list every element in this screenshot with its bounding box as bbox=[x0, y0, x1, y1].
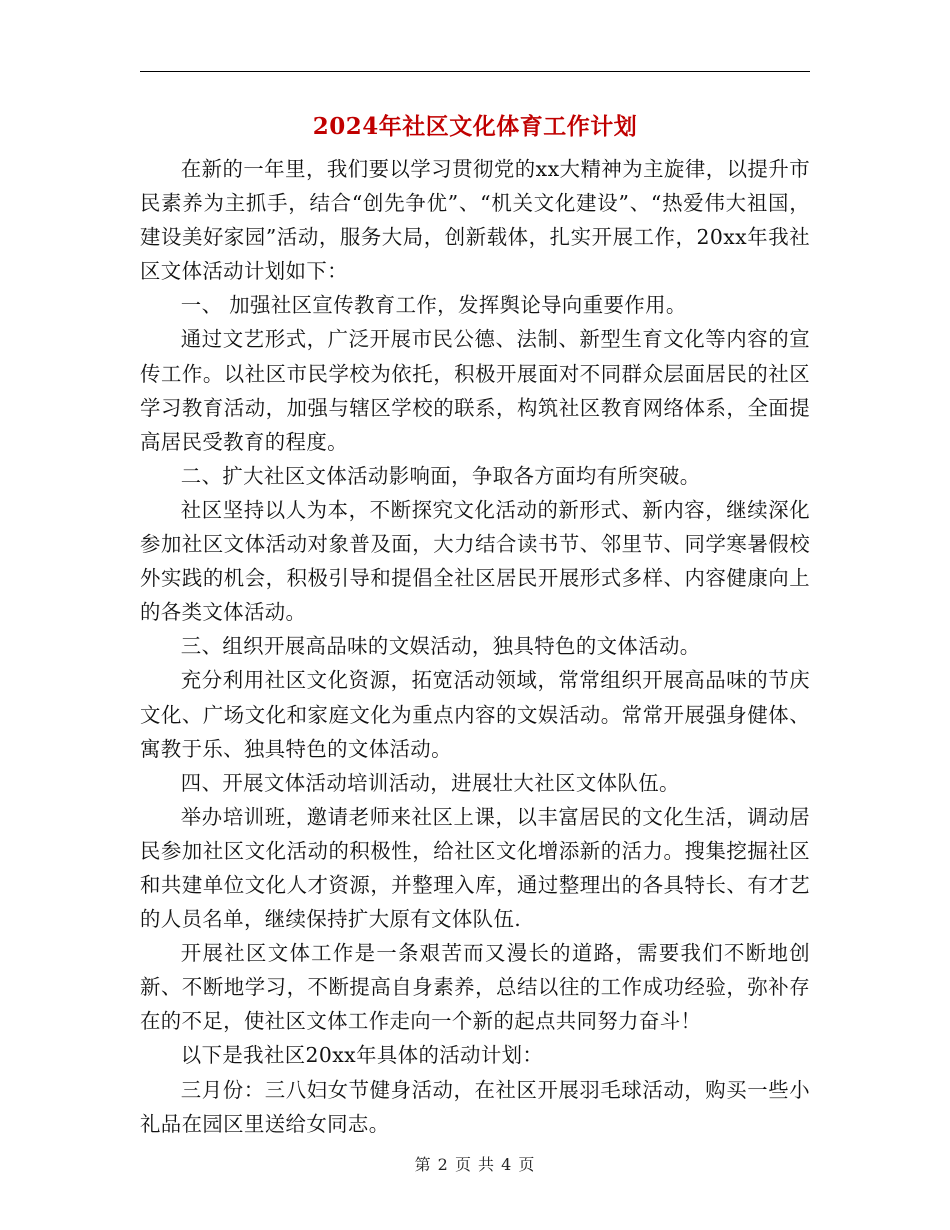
section-heading-1: 一、 加强社区宣传教育工作，发挥舆论导向重要作用。 bbox=[180, 293, 687, 318]
document-body bbox=[140, 152, 810, 1141]
document-title: 2024年社区文化体育工作计划 bbox=[312, 113, 638, 140]
page-number-footer: 第 2 页 共 4 页 bbox=[414, 1155, 536, 1174]
paragraph-section-1: 通过文艺形式，广泛开展市民公德、法制、新型生育文化等内容的宣传工作。以社区市民学校为依托，积极开展面对不同群众层面居民的社区学习教育活动，加强与辖区学校的联系，构筑社区教育网络体系，全面提高居民受教育的程度。 bbox=[140, 327, 810, 454]
paragraph-section-3: 充分利用社区文化资源，拓宽活动领域，常常组织开展高品味的节庆文化、广场文化和家庭文化为重点内容的文娱活动。常常开展强身健体、寓教于乐、独具特色的文体活动。 bbox=[140, 668, 810, 761]
paragraph-section-2: 社区坚持以人为本，不断探究文化活动的新形式、新内容，继续深化参加社区文体活动对象普及面，大力结合读书节、邻里节、同学寒暑假校外实践的机会，积极引导和提倡全社区居民开展形式多样、内容健康向上的各类文体活动。 bbox=[140, 497, 810, 625]
section-heading-2: 二、扩大社区文体活动影响面，争取各方面均有所突破。 bbox=[180, 463, 701, 488]
section-heading-3: 三、组织开展高品味的文娱活动，独具特色的文体活动。 bbox=[180, 634, 701, 659]
header-rule bbox=[140, 71, 810, 72]
paragraph-plan-intro: 以下是我社区20xx年具体的活动计划： bbox=[180, 1043, 544, 1068]
paragraph-intro: 在新的一年里，我们要以学习贯彻党的xx大精神为主旋律，以提升市民素养为主抓手，结合“创先争优”、“机关文化建设”、“热爱伟大祖国，建设美好家园”活动，服务大局，创新载体，扎实开展工作，20xx年我社区文体活动计划如下： bbox=[140, 157, 810, 284]
section-heading-4: 四、开展文体活动培训活动，进展壮大社区文体队伍。 bbox=[180, 770, 680, 795]
paragraph-conclusion: 开展社区文体工作是一条艰苦而又漫长的道路，需要我们不断地创新、不断地学习，不断提高自身素养，总结以往的工作成功经验，弥补存在的不足，使社区文体工作走向一个新的起点共同努力奋斗！ bbox=[140, 941, 810, 1034]
paragraph-march-plan: 三月份：三八妇女节健身活动，在社区开展羽毛球活动，购买一些小礼品在园区里送给女同志。 bbox=[140, 1077, 810, 1136]
paragraph-section-4: 举办培训班，邀请老师来社区上课，以丰富居民的文化生活，调动居民参加社区文化活动的积极性，给社区文化增添新的活力。搜集挖掘社区和共建单位文化人才资源，并整理入库，通过整理出的各具特长、有才艺的人员名单，继续保持扩大原有文体队伍. bbox=[140, 804, 810, 932]
